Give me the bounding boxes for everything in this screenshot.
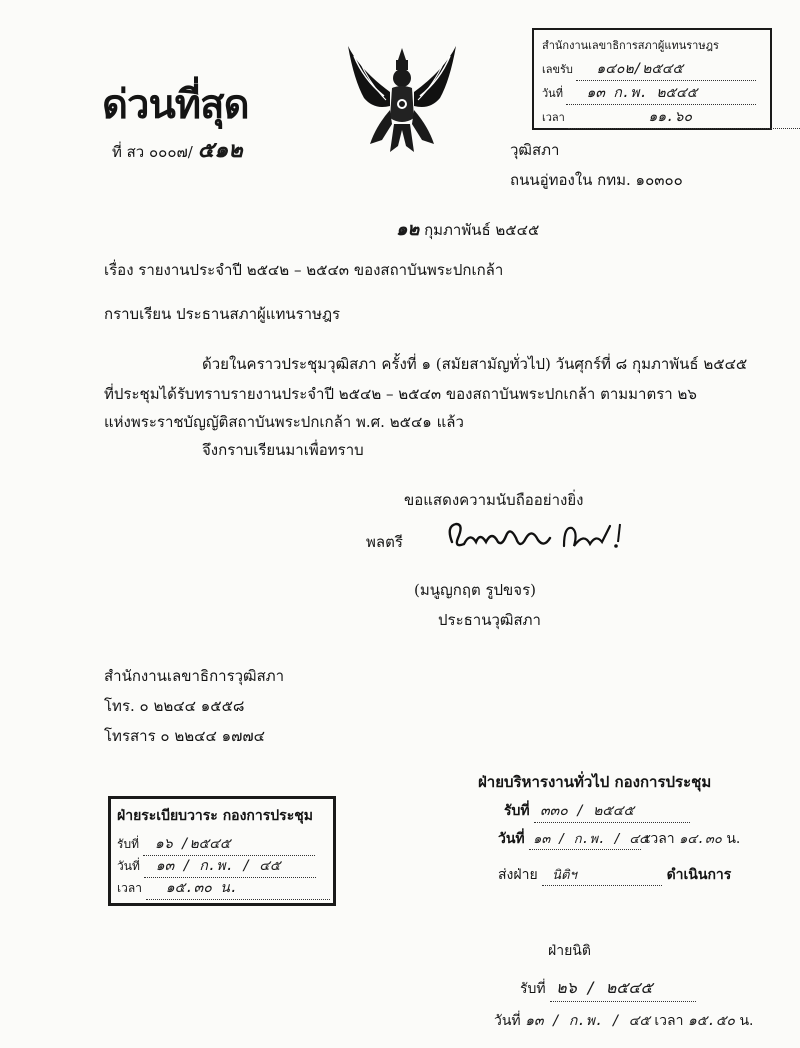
date-line [396, 214, 539, 243]
legal-date-label: วันที่ [494, 1013, 521, 1029]
receipt-stamp-top [532, 28, 772, 130]
legal-time-label: เวลา [654, 1013, 684, 1029]
agenda-row-value: ๑๖ /๒๕๔๕ [143, 833, 315, 856]
receipt-stamp-row [542, 106, 800, 129]
body-paragraph-line: ด้วยในคราวประชุมวุฒิสภา ครั้งที่ ๑ (สมัยสามัญทั่วไป) วันศุกร์ที่ ๘ กุมภาพันธ์ ๒๕๔๕ [202, 355, 748, 373]
closing: ขอแสดงความนับถืออย่างยิ่ง [404, 491, 584, 509]
footer-office: สำนักงานเลขาธิการวุฒิสภา [104, 667, 285, 685]
receipt-stamp-row [542, 82, 756, 105]
agenda-row-value: ๑๓ / ก.พ. / ๔๕ [144, 855, 316, 878]
receipt-row-label: วันที่ [542, 87, 563, 100]
admin-action-label: ดำเนินการ [666, 867, 732, 883]
handwritten-signature [440, 512, 630, 560]
receipt-row-label: เวลา [542, 111, 565, 124]
garuda-emblem-icon [340, 40, 465, 158]
agenda-row-value: ๑๕.๓๐ น. [146, 877, 330, 900]
date-day-handwritten: ๑๒ [396, 219, 420, 240]
sender-org: วุฒิสภา [510, 141, 560, 159]
body-paragraph-line: แห่งพระราชบัญญัติสถาบันพระปกเกล้า พ.ศ. ๒๕๔๑ แล้ว [104, 413, 464, 431]
subject-line: เรื่อง รายงานประจำปี ๒๕๔๒ – ๒๕๔๓ ของสถาบันพระปกเกล้า [104, 261, 504, 279]
admin-time-value: ๑๔.๓๐ [679, 832, 722, 847]
admin-stamp-title: ฝ่ายบริหารงานทั่วไป กองการประชุม [478, 773, 712, 791]
admin-send-label: ส่งฝ่าย [498, 867, 538, 883]
signer-position: ประธานวุฒิสภา [438, 611, 541, 629]
date-month-year: กุมภาพันธ์ ๒๕๔๕ [424, 221, 540, 239]
admin-date-label: วันที่ [498, 831, 525, 847]
admin-received-row [504, 800, 690, 823]
receipt-row-value: ๑๔๐๒/๒๕๔๕ [576, 58, 756, 81]
admin-send-row [498, 864, 731, 886]
admin-date-row [498, 828, 740, 850]
salutation: กราบเรียน ประธานสภาผู้แทนราษฎร [104, 305, 341, 323]
sender-address: ถนนอู่ทองใน กทม. ๑๐๓๐๐ [510, 171, 683, 189]
legal-stamp [494, 930, 764, 1040]
receipt-row-value: ๑๓ ก.พ. ๒๕๔๕ [566, 82, 756, 105]
admin-time-unit: น. [726, 831, 741, 847]
agenda-row-label: วันที่ [117, 859, 140, 873]
legal-received-value: ๒๖ / ๒๕๔๕ [550, 976, 696, 1002]
agenda-stamp-title: ฝ่ายระเบียบวาระ กองการประชุม [117, 808, 313, 824]
agenda-stamp-row [117, 877, 330, 900]
signature-rank: พลตรี [366, 533, 403, 551]
admin-stamp [478, 770, 778, 890]
legal-stamp-title: ฝ่ายนิติ [548, 943, 591, 959]
receipt-row-label: เลขรับ [542, 63, 573, 76]
body-paragraph-line: ที่ประชุมได้รับทราบรายงานประจำปี ๒๕๔๒ – ๒๕๔๓ ของสถาบันพระปกเกล้า ตามมาตรา ๒๖ [104, 385, 697, 403]
agenda-row-label: รับที่ [117, 837, 139, 851]
legal-received-row [520, 976, 696, 1002]
document-number [112, 132, 243, 167]
admin-time-label: เวลา [645, 831, 675, 847]
legal-time-value: ๑๕.๕๐ [687, 1013, 735, 1029]
admin-send-value: นิติฯ [542, 864, 662, 886]
document-number-handwritten: ๕๑๒ [197, 138, 243, 163]
agenda-stamp-row [117, 833, 315, 856]
body-paragraph-line: จึงกราบเรียนมาเพื่อทราบ [202, 441, 364, 459]
agenda-stamp-row [117, 855, 316, 878]
legal-date-row [494, 1010, 753, 1032]
receipt-row-value: ๑๑.๖๐ [568, 106, 800, 129]
admin-received-label: รับที่ [504, 803, 530, 819]
urgency-heading: ด่วนที่สุด [102, 82, 249, 128]
footer-fax: โทรสาร ๐ ๒๒๔๔ ๑๗๗๔ [104, 727, 266, 745]
legal-date-value: ๑๓ / ก.พ. / ๔๕ [525, 1013, 650, 1029]
admin-date-value: ๑๓ / ก.พ. / ๔๕ [529, 828, 641, 850]
legal-received-label: รับที่ [520, 981, 546, 997]
legal-time-unit: น. [739, 1013, 754, 1029]
admin-received-value: ๓๓๐ / ๒๕๔๕ [534, 800, 690, 823]
footer-phone: โทร. ๐ ๒๒๔๔ ๑๕๕๘ [104, 697, 245, 715]
receipt-stamp-row [542, 58, 756, 81]
agenda-row-label: เวลา [117, 881, 142, 895]
signer-name: (มนูญกฤต รูปขจร) [414, 581, 536, 599]
receipt-stamp-title: สำนักงานเลขาธิการสภาผู้แทนราษฎร [542, 39, 719, 52]
agenda-stamp [108, 796, 336, 906]
document-number-prefix: ที่ สว ๐๐๐๗/ [112, 143, 193, 161]
